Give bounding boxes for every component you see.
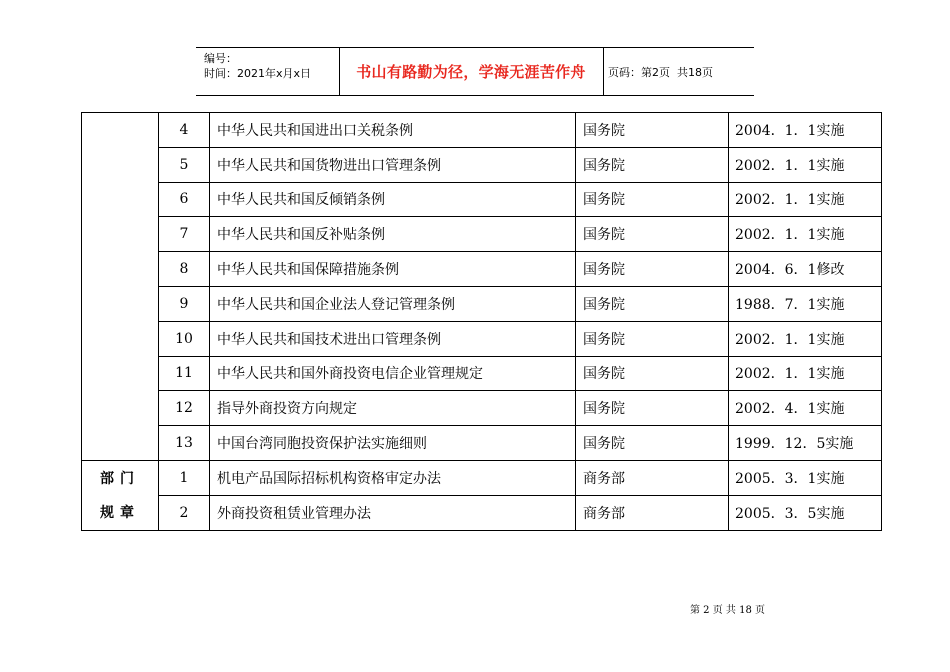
effective-date: 1988．7．1实施 [729,286,882,321]
table-row [82,321,882,356]
regulation-name: 中华人民共和国企业法人登记管理条例 [210,286,576,321]
category-cell [82,321,159,356]
category-cell: 部门 [82,460,159,495]
row-number: 5 [159,147,210,182]
issuing-authority: 国务院 [576,286,729,321]
regulation-name: 机电产品国际招标机构资格审定办法 [210,460,576,495]
table-row [82,460,882,495]
regulation-name: 中华人民共和国保障措施条例 [210,252,576,287]
header-divider [603,48,604,95]
category-cell [82,217,159,252]
effective-date: 2002．1．1实施 [729,356,882,391]
category-cell [82,252,159,287]
effective-date: 2002．1．1实施 [729,147,882,182]
row-number: 4 [159,113,210,148]
regulation-name: 中华人民共和国外商投资电信企业管理规定 [210,356,576,391]
effective-date: 2004．1．1实施 [729,113,882,148]
effective-date: 2002．1．1实施 [729,321,882,356]
regulation-name: 中华人民共和国货物进出口管理条例 [210,147,576,182]
regulation-name: 外商投资租赁业管理办法 [210,495,576,530]
issuing-authority: 国务院 [576,321,729,356]
category-cell [82,391,159,426]
effective-date: 2005．3．5实施 [729,495,882,530]
row-number: 2 [159,495,210,530]
table-row [82,495,882,530]
row-number: 1 [159,460,210,495]
category-cell: 规章 [82,495,159,530]
regulation-name: 中华人民共和国技术进出口管理条例 [210,321,576,356]
header-motto: 书山有路勤为径，学海无涯苦作舟 [356,63,586,81]
table-row [82,217,882,252]
row-number: 7 [159,217,210,252]
header-page-number: 页码：第2页 共18页 [608,65,713,79]
effective-date: 1999．12．5实施 [729,426,882,461]
table-row [82,113,882,148]
table-row [82,426,882,461]
issuing-authority: 国务院 [576,391,729,426]
regulation-name: 中华人民共和国反补贴条例 [210,217,576,252]
issuing-authority: 国务院 [576,356,729,391]
row-number: 6 [159,182,210,217]
issuing-authority: 国务院 [576,182,729,217]
regulations-table [81,112,882,531]
time-label: 时间：2021年x月x日 [204,67,312,80]
regulation-name: 中华人民共和国进出口关税条例 [210,113,576,148]
header-meta [204,51,311,81]
page-footer: 第 2 页 共 18 页 [690,605,765,616]
page-header [196,47,754,96]
table-row [82,391,882,426]
category-cell [82,182,159,217]
issuing-authority: 商务部 [576,460,729,495]
table-row [82,356,882,391]
row-number: 9 [159,286,210,321]
issuing-authority: 商务部 [576,495,729,530]
table-row [82,286,882,321]
issuing-authority: 国务院 [576,113,729,148]
table-row [82,147,882,182]
table-row [82,252,882,287]
table-row [82,182,882,217]
issuing-authority: 国务院 [576,426,729,461]
effective-date: 2002．4．1实施 [729,391,882,426]
issuing-authority: 国务院 [576,217,729,252]
effective-date: 2005．3．1实施 [729,460,882,495]
category-cell [82,426,159,461]
category-cell [82,147,159,182]
row-number: 13 [159,426,210,461]
category-cell [82,286,159,321]
issuing-authority: 国务院 [576,147,729,182]
issuing-authority: 国务院 [576,252,729,287]
effective-date: 2002．1．1实施 [729,217,882,252]
row-number: 8 [159,252,210,287]
category-cell [82,113,159,148]
regulation-name: 中华人民共和国反倾销条例 [210,182,576,217]
regulation-name: 指导外商投资方向规定 [210,391,576,426]
row-number: 12 [159,391,210,426]
category-cell [82,356,159,391]
code-label: 编号： [204,52,237,65]
row-number: 10 [159,321,210,356]
effective-date: 2004．6．1修改 [729,252,882,287]
effective-date: 2002．1．1实施 [729,182,882,217]
regulation-name: 中国台湾同胞投资保护法实施细则 [210,426,576,461]
row-number: 11 [159,356,210,391]
